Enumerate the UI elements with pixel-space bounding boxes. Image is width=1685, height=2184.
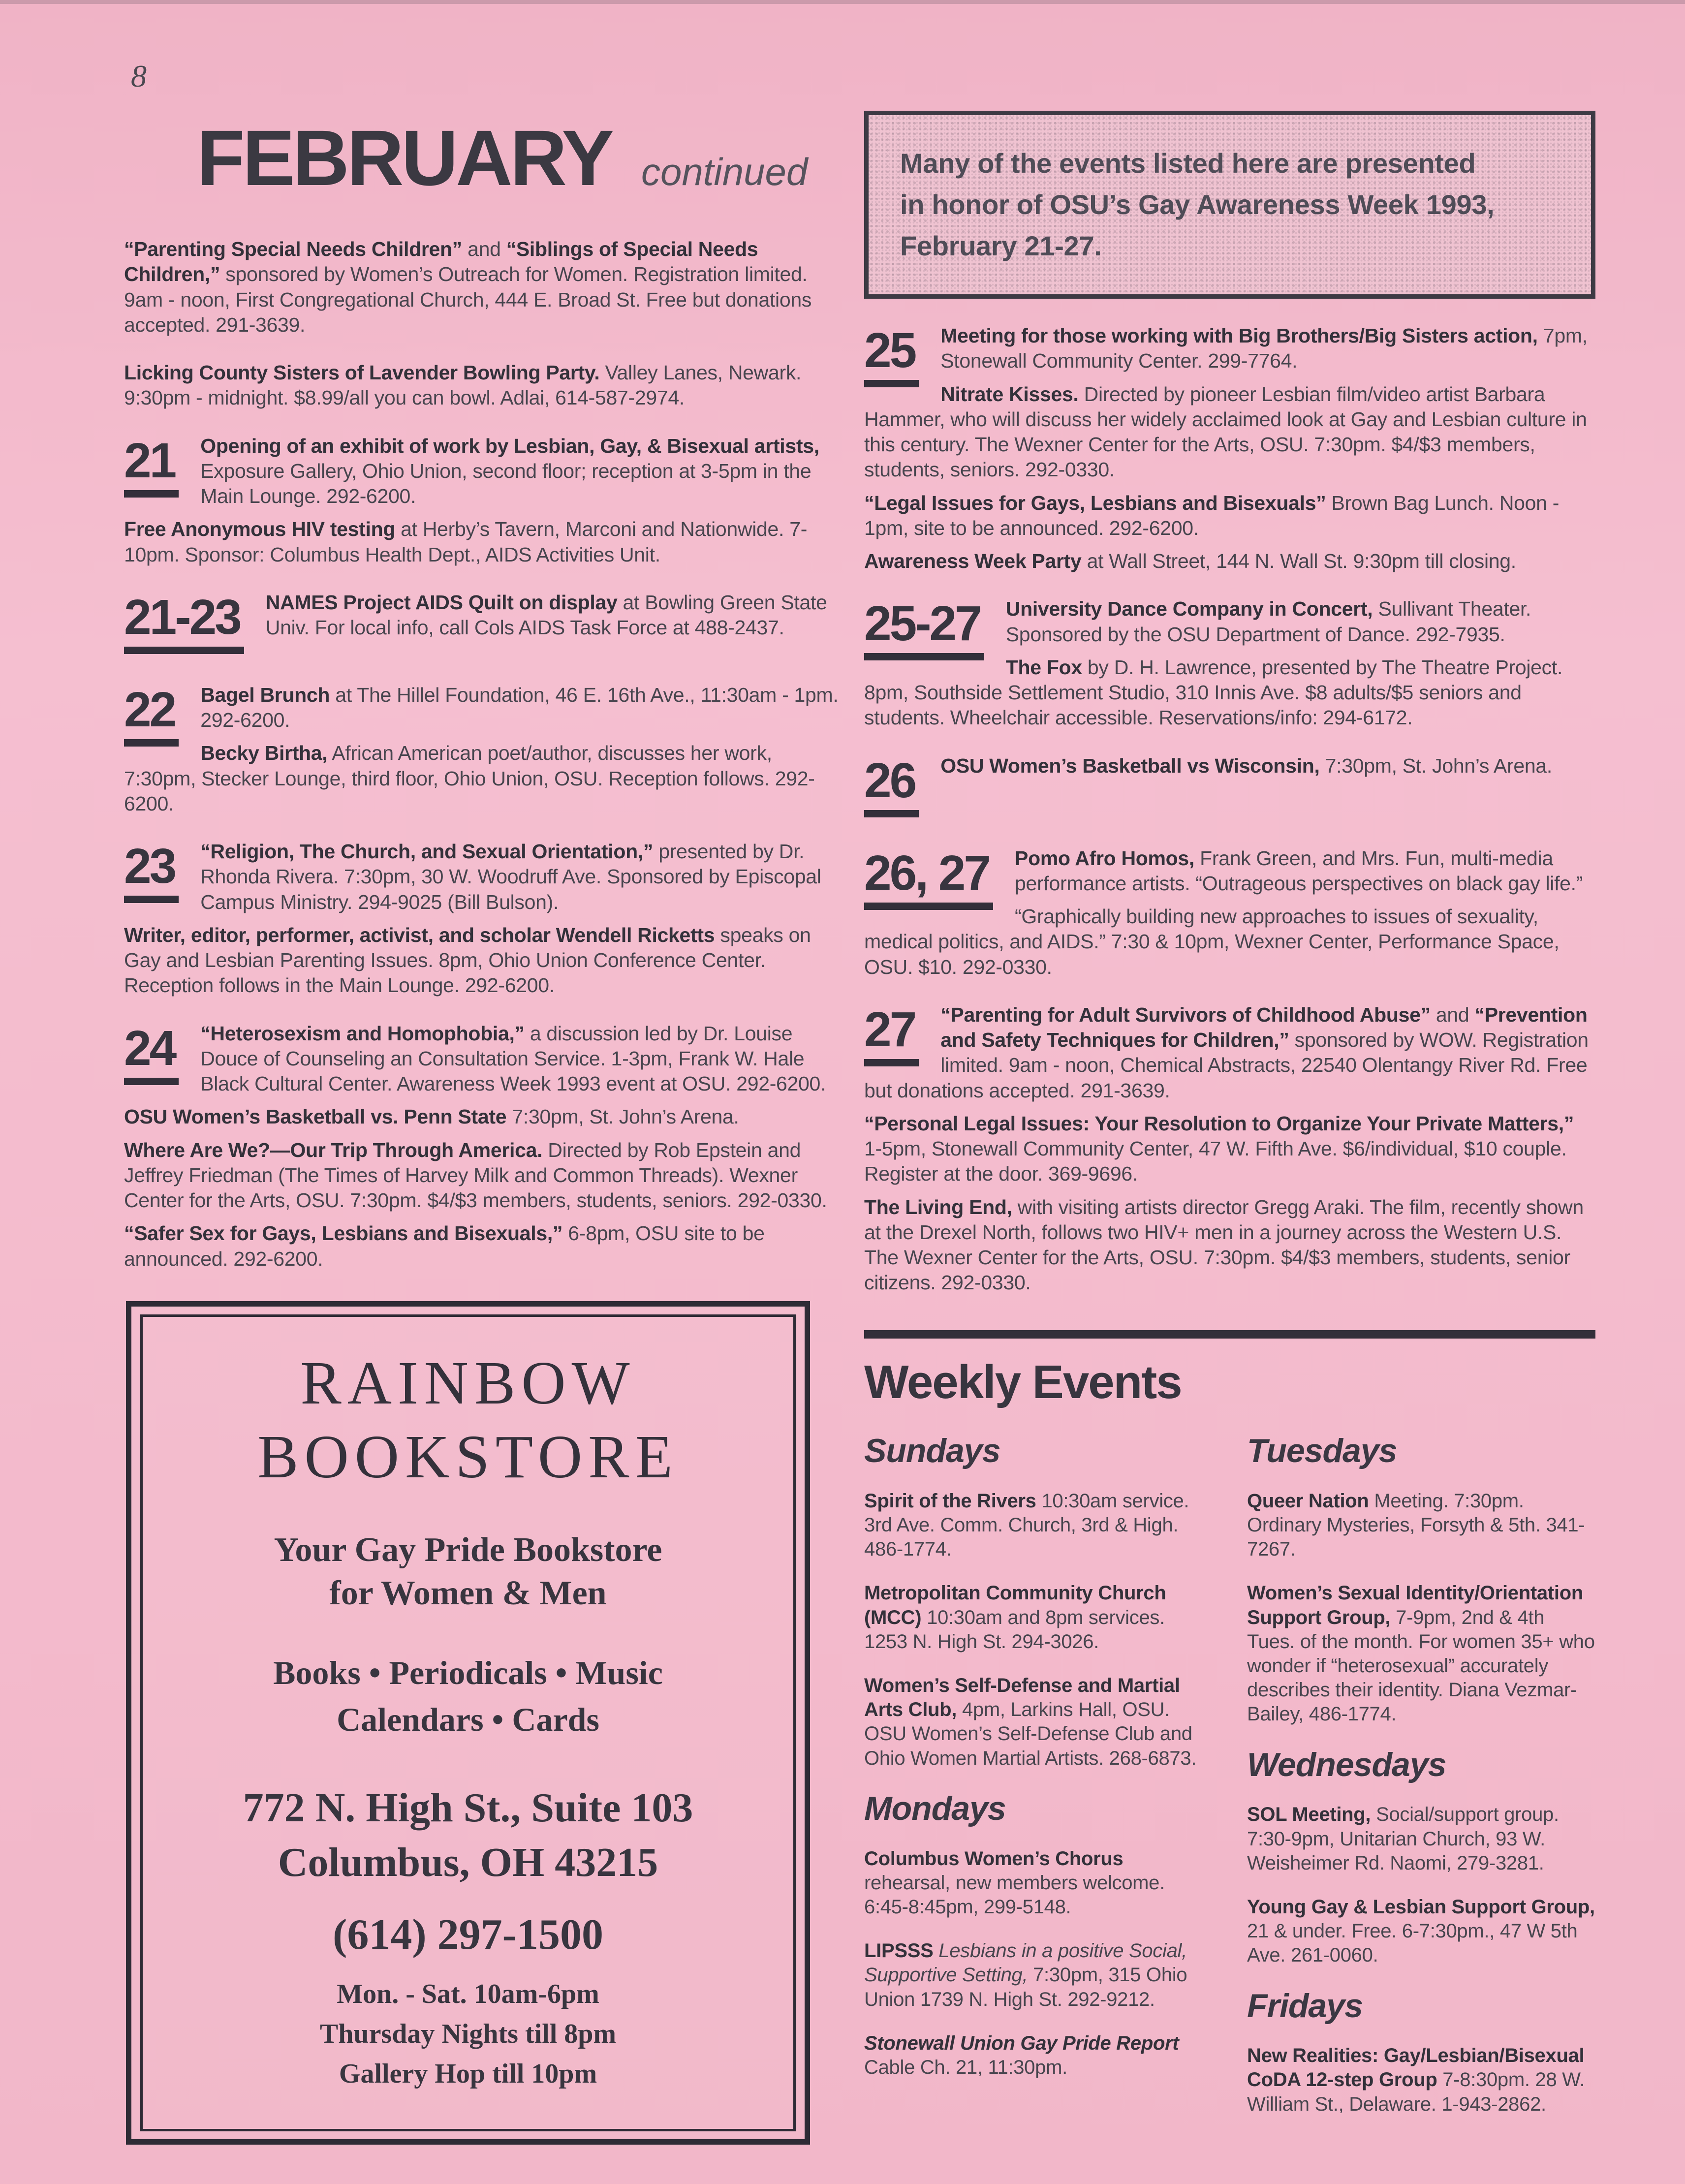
ad-hours-line-2: Thursday Nights till 8pm	[319, 2019, 617, 2050]
event-paragraph	[864, 1111, 1595, 1187]
event-feb-21-23	[124, 590, 839, 660]
event-date: 25-27	[864, 600, 984, 660]
text-run: presented by Dr. Rhonda Rivera. 7:30pm, 30 W. Woodruff Ave. Sponsored by Episcopal Campus Ministry. 294-9025 (Bill Bulson).	[200, 840, 821, 913]
bold-lead: The Living End,	[864, 1195, 1012, 1218]
event-date: 21-23	[124, 594, 244, 654]
weekly-entry	[1247, 1489, 1595, 1562]
bold-lead: “Parenting for Adult Survivors of Childhood Abuse”	[940, 1003, 1431, 1026]
event-paragraph	[864, 549, 1595, 574]
event-date: 26, 27	[864, 850, 993, 910]
ad-hours-line-3: Gallery Hop till 10pm	[339, 2059, 597, 2090]
ad-hours-line-1: Mon. - Sat. 10am-6pm	[337, 1978, 599, 2009]
ad-address-line-1: 772 N. High St., Suite 103	[243, 1784, 693, 1831]
rainbow-bookstore-ad-inner	[140, 1314, 796, 2131]
event-paragraph	[124, 1138, 839, 1214]
event-paragraph	[124, 923, 839, 998]
page-number: 8	[131, 59, 147, 94]
bold-italic-lead: Stonewall Union Gay Pride Report	[864, 2032, 1179, 2054]
bold-lead: “Personal Legal Issues: Your Resolution to Organize Your Private Matters,”	[864, 1112, 1574, 1135]
text-run: 1-5pm, Stonewall Community Center, 47 W. Fifth Ave. $6/individual, $10 couple. Register at the door. 369-9696.	[864, 1137, 1567, 1186]
ad-phone: (614) 297-1500	[333, 1910, 603, 1959]
bold-lead: The Fox	[1005, 655, 1082, 679]
ad-products-line-2: Calendars • Cards	[337, 1701, 599, 1739]
event-feb-25-27	[864, 596, 1595, 730]
event-date: 21	[124, 437, 179, 498]
day-heading-tuesdays: Tuesdays	[1247, 1432, 1397, 1470]
weekly-entry	[864, 2031, 1213, 2080]
event-paragraph	[124, 1221, 839, 1272]
bold-lead: Bagel Brunch	[200, 683, 330, 706]
event-intro-parenting	[124, 237, 839, 338]
text-run: Directed by pioneer Lesbian film/video artist Barbara Hammer, who will discuss her widely acclaimed look at Gay and Lesbian culture in this century. The Wexner Center for the Arts, OSU. 7:30pm. $4/$3 members, students, seniors. 292-0330.	[864, 382, 1587, 481]
event-paragraph	[864, 753, 1595, 779]
ad-products-line-1: Books • Periodicals • Music	[273, 1654, 663, 1692]
event-paragraph	[864, 323, 1595, 374]
bold-lead: Licking County Sisters of Lavender Bowling Party.	[124, 361, 600, 384]
ad-hours	[157, 1974, 779, 2094]
ad-title-line-2: BOOKSTORE	[257, 1423, 679, 1491]
column-right	[864, 111, 1595, 2136]
bold-lead: Young Gay & Lesbian Support Group,	[1247, 1896, 1595, 1918]
ad-address	[157, 1780, 779, 1890]
weekly-entry	[864, 1939, 1213, 2012]
text-run: Valley Lanes, Newark. 9:30pm - midnight. $8.99/all you can bowl. Adlai, 614-587-2974.	[124, 361, 802, 409]
bold-lead: Writer, editor, performer, activist, and scholar Wendell Ricketts	[124, 923, 715, 946]
bold-lead: Nitrate Kisses.	[940, 382, 1079, 406]
text-run: Exposure Gallery, Ohio Union, second floor; reception at 3-5pm in the Main Lounge. 292-6200.	[200, 459, 811, 507]
event-paragraph	[124, 741, 839, 816]
weekly-column-2	[1247, 1413, 1595, 2136]
ad-tagline	[157, 1529, 779, 1615]
weekly-entry	[864, 1489, 1213, 1562]
bold-lead: Awareness Week Party	[864, 550, 1082, 572]
event-paragraph	[124, 237, 839, 338]
bold-lead: NAMES Project AIDS Quilt on display	[265, 591, 618, 614]
event-paragraph	[864, 1195, 1595, 1296]
event-paragraph	[124, 839, 839, 915]
bold-lead: Women’s Sexual Identity/Orientation Support Group,	[1247, 1582, 1583, 1628]
event-date: 24	[124, 1025, 179, 1085]
day-heading-sundays: Sundays	[864, 1432, 1000, 1470]
notice-line-2: in honor of OSU’s Gay Awareness Week 1993,	[900, 189, 1495, 220]
event-intro-bowling	[124, 360, 839, 411]
weekly-events-section	[864, 1330, 1595, 2136]
bold-lead: “Parenting Special Needs Children”	[124, 238, 462, 260]
bold-lead: Columbus Women’s Chorus	[864, 1847, 1123, 1870]
notice-line-3: February 21-27.	[900, 230, 1102, 261]
section-divider-rule	[864, 1330, 1595, 1339]
event-paragraph	[124, 683, 839, 733]
text-run: African American poet/author, discusses her work, 7:30pm, Stecker Lounge, third floor, Ohio Union, OSU. Reception follows. 292-6200.	[124, 742, 815, 815]
text-run: 10:30am and 8pm services. 1253 N. High St. 294-3026.	[864, 1606, 1165, 1653]
event-date: 22	[124, 686, 179, 747]
ad-tagline-line-1: Your Gay Pride Bookstore	[274, 1530, 662, 1569]
bold-lead: OSU Women’s Basketball vs Wisconsin,	[940, 754, 1320, 777]
bold-lead: Spirit of the Rivers	[864, 1490, 1036, 1512]
text-run: speaks on Gay and Lesbian Parenting Issues. 8pm, Ohio Union Conference Center. Reception follows in the Main Lounge. 292-6200.	[124, 923, 811, 997]
event-paragraph	[864, 491, 1595, 541]
text-tail: sponsored by Women’s Outreach for Women. Registration limited. 9am - noon, First Congregational Church, 444 E. Broad St. Free but donations accepted. 291-3639.	[124, 263, 812, 336]
weekly-column-1	[864, 1413, 1213, 2136]
column-february	[124, 111, 839, 2145]
event-feb-27	[864, 1002, 1595, 1296]
day-heading-fridays: Fridays	[1247, 1987, 1363, 2025]
text-run: 21 & under. Free. 6-7:30pm., 47 W 5th Ave. 261-0060.	[1247, 1920, 1578, 1966]
text-run: 6-8pm, OSU site to be announced. 292-6200.	[124, 1222, 765, 1270]
text-run: at Bowling Green State Univ. For local info, call Cols AIDS Task Force at 488-2437.	[265, 591, 827, 639]
text-run: with visiting artists director Gregg Araki. The film, recently shown at the Drexel North, follows two HIV+ men in a journey across the Western U.S. The Wexner Center for the Arts, OSU. 7:30pm. $4/$3 members, students, senior citizens. 292-0330.	[864, 1195, 1584, 1294]
bold-lead: Becky Birtha,	[200, 742, 328, 765]
event-paragraph	[864, 655, 1595, 731]
month-title: FEBRUARY	[197, 114, 612, 202]
event-date: 23	[124, 843, 179, 903]
text-run: at Wall Street, 144 N. Wall St. 9:30pm till closing.	[1081, 550, 1516, 572]
text-run: Directed by Rob Epstein and Jeffrey Friedman (The Times of Harvey Milk and Common Threads). Wexner Center for the Arts, OSU. 7:30pm. $4/$3 members, students, seniors. 292-0330.	[124, 1138, 827, 1212]
bold-lead: “Religion, The Church, and Sexual Orientation,”	[200, 840, 654, 863]
ad-products	[157, 1650, 779, 1743]
rainbow-bookstore-ad	[126, 1301, 810, 2145]
event-date: 25	[864, 327, 919, 387]
event-feb-23	[124, 839, 839, 998]
bold-lead: OSU Women’s Basketball vs. Penn State	[124, 1105, 507, 1128]
bold-mid: “Siblings of Special Needs Children,”	[124, 238, 758, 286]
event-paragraph	[124, 1021, 839, 1097]
event-paragraph	[864, 904, 1595, 980]
event-feb-26	[864, 753, 1595, 823]
text-run: Meeting. 7:30pm. Ordinary Mysteries, Forsyth & 5th. 341-7267.	[1247, 1490, 1585, 1560]
event-feb-22	[124, 683, 839, 816]
weekly-entry	[1247, 2044, 1595, 2117]
weekly-entry	[864, 1674, 1213, 1771]
event-feb-21	[124, 434, 839, 567]
bold-lead: Opening of an exhibit of work by Lesbian, Gay, & Bisexual artists,	[200, 434, 819, 457]
text-run: Brown Bag Lunch. Noon - 1pm, site to be announced. 292-6200.	[864, 491, 1560, 539]
bold-lead: “Safer Sex for Gays, Lesbians and Bisexuals,”	[124, 1222, 563, 1245]
ad-address-line-2: Columbus, OH 43215	[278, 1840, 658, 1886]
text-run: 7-8:30pm. 28 W. William St., Delaware. 1-943-2862.	[1247, 2069, 1585, 2115]
weekly-entry	[1247, 1803, 1595, 1875]
event-paragraph	[864, 382, 1595, 483]
bold-lead: Metropolitan Community Church (MCC)	[864, 1582, 1166, 1628]
right-events	[864, 323, 1595, 1296]
text-run: Cable Ch. 21, 11:30pm.	[864, 2056, 1067, 2078]
ad-tagline-line-2: for Women & Men	[329, 1574, 607, 1612]
bold-lead: SOL Meeting,	[1247, 1804, 1371, 1826]
day-heading-mondays: Mondays	[864, 1789, 1006, 1827]
bold-lead: Where Are We?—Our Trip Through America.	[124, 1138, 543, 1161]
bold-lead: Meeting for those working with Big Brothers/Big Sisters action,	[940, 324, 1538, 347]
text-run: 7-9pm, 2nd & 4th Tues. of the month. For women 35+ who wonder if “heterosexual” accurately describes their identity. Diana Vezmar-Bailey, 486-1774.	[1247, 1606, 1595, 1725]
month-header	[197, 114, 839, 202]
awareness-week-notice	[864, 111, 1595, 299]
bold-lead: University Dance Company in Concert,	[1005, 597, 1373, 621]
bold-mid: “Prevention and Safety Techniques for Children,”	[940, 1003, 1588, 1051]
weekly-events-title: Weekly Events	[864, 1355, 1182, 1408]
event-feb-26-27	[864, 846, 1595, 980]
italic-lead: Lesbians in a positive Social, Supportive Setting,	[864, 1940, 1187, 1986]
bold-lead: New Realities: Gay/Lesbian/Bisexual CoDA 12-step Group	[1247, 2045, 1585, 2091]
bold-lead: “Legal Issues for Gays, Lesbians and Bisexuals”	[864, 491, 1326, 514]
event-feb-24	[124, 1021, 839, 1272]
text-run: rehearsal, new members welcome. 6:45-8:45pm, 299-5148.	[864, 1872, 1165, 1918]
month-continued-label: continued	[641, 150, 808, 193]
text-run: 4pm, Larkins Hall, OSU. OSU Women’s Self-Defense Club and Ohio Women Martial Artists. 268-6873.	[864, 1699, 1197, 1769]
weekly-entry	[1247, 1581, 1595, 1726]
text-run: and	[462, 238, 506, 260]
text-run: a discussion led by Dr. Louise Douce of Counseling an Consultation Service. 1-3pm, Frank W. Hale Black Cultural Center. Awareness Week 1993 event at OSU. 292-6200.	[200, 1022, 826, 1095]
bold-lead: Queer Nation	[1247, 1490, 1369, 1512]
text-run: Social/support group. 7:30-9pm, Unitarian Church, 93 W. Weisheimer Rd. Naomi, 279-3281.	[1247, 1804, 1559, 1874]
event-paragraph	[124, 434, 839, 509]
bold-lead: “Heterosexism and Homophobia,”	[200, 1022, 525, 1045]
text-run: at Herby’s Tavern, Marconi and Nationwide. 7-10pm. Sponsor: Columbus Health Dept., AIDS Activities Unit.	[124, 518, 808, 566]
text-run: 7:30pm, 315 Ohio Union 1739 N. High St. 292-9212.	[864, 1964, 1187, 2010]
event-date: 27	[864, 1006, 919, 1066]
text-run: 10:30am service. 3rd Ave. Comm. Church, 3rd & High. 486-1774.	[864, 1490, 1189, 1560]
text-run: 7:30pm, St. John’s Arena.	[1319, 754, 1552, 777]
ad-title-line-1: RAINBOW	[300, 1349, 636, 1417]
bold-lead: LIPSSS	[864, 1940, 934, 1962]
text-run: Frank Green, and Mrs. Fun, multi-media performance artists. “Outrageous perspectives on black gay life.”	[1015, 846, 1583, 895]
text-run: at The Hillel Foundation, 46 E. 16th Ave., 11:30am - 1pm. 292-6200.	[200, 683, 839, 731]
event-feb-25	[864, 323, 1595, 574]
text-run: 7pm, Stonewall Community Center. 299-7764.	[940, 324, 1588, 373]
bold-lead: Pomo Afro Homos,	[1015, 846, 1194, 870]
notice-line-1: Many of the events listed here are presented	[900, 148, 1476, 179]
event-paragraph	[124, 360, 839, 411]
text-run: Sullivant Theater. Sponsored by the OSU Department of Dance. 292-7935.	[1005, 597, 1531, 646]
weekly-entry	[864, 1847, 1213, 1920]
bold-lead: Free Anonymous HIV testing	[124, 518, 396, 541]
text-tail: sponsored by WOW. Registration limited. 9am - noon, Chemical Abstracts, 22540 Olentangy River Rd. Free but donations accepted. 291-3639.	[864, 1029, 1589, 1102]
event-paragraph	[124, 1104, 839, 1129]
text-run: 7:30pm, St. John’s Arena.	[506, 1105, 739, 1128]
day-heading-wednesdays: Wednesdays	[1247, 1746, 1446, 1783]
weekly-events-columns	[864, 1413, 1595, 2136]
text-run: by D. H. Lawrence, presented by The Theatre Project. 8pm, Southside Settlement Studio, 310 Innis Ave. $8 adults/$5 seniors and students. Wheelchair accessible. Reservations/info: 294-6172.	[864, 655, 1563, 729]
weekly-entry	[864, 1581, 1213, 1654]
bold-lead: Women’s Self-Defense and Martial Arts Club,	[864, 1675, 1180, 1721]
weekly-entry	[1247, 1895, 1595, 1968]
event-paragraph	[124, 517, 839, 567]
event-date: 26	[864, 757, 919, 817]
text-run: and	[1430, 1003, 1475, 1026]
text-run: “Graphically building new approaches to issues of sexuality, medical politics, and AIDS.” 7:30 & 10pm, Wexner Center, Performance Space, OSU. $10. 292-0330.	[864, 905, 1560, 978]
event-paragraph	[864, 1002, 1595, 1103]
